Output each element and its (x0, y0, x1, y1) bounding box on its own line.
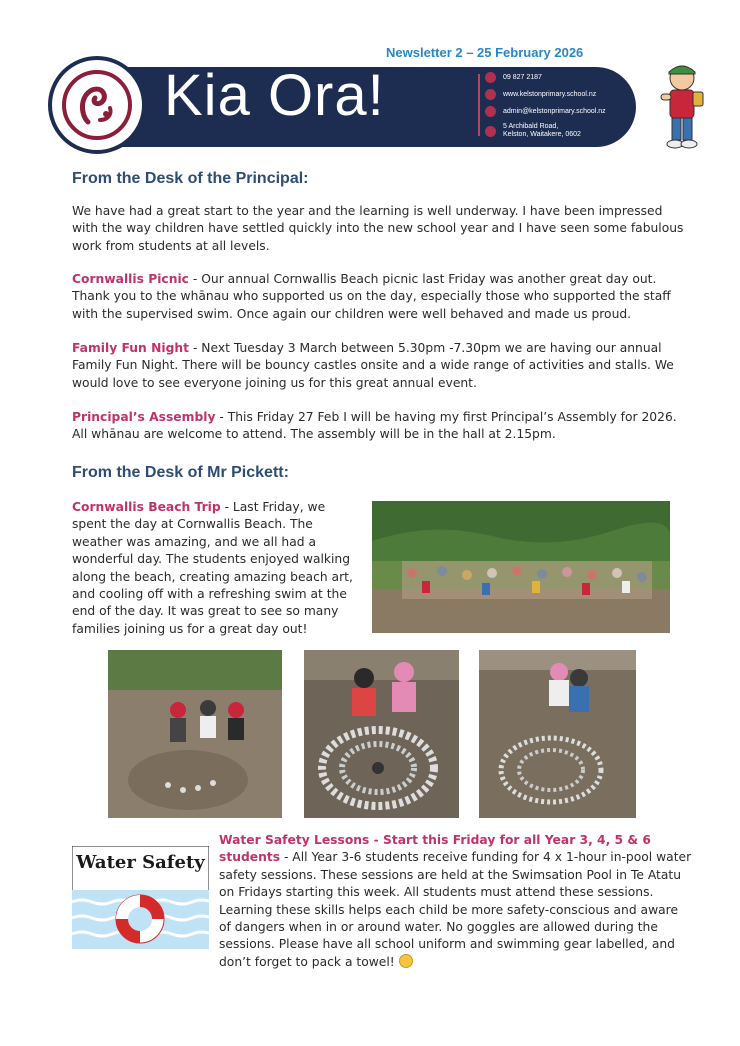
logo-inner-ring (62, 70, 132, 140)
picnic-text: - Our annual Cornwallis Beach picnic last Friday was another great day out. Thank you to the whānau who supported us on the day, especially those who supported the staff with the supervised swim. Once again our children were well behaved and made us proud. (72, 272, 671, 321)
newsletter-date: Newsletter 2 – 25 February 2026 (386, 45, 584, 60)
fun-night-paragraph (72, 340, 692, 392)
contact-address-text: 5 Archibald Road, Kelston, Waitakere, 0602 (503, 123, 581, 138)
contact-email (485, 104, 635, 119)
assembly-paragraph (72, 409, 692, 444)
beach-art-photo-3 (479, 650, 636, 818)
fun-night-title: Family Fun Night (72, 341, 190, 355)
beach-art-photo-1 (108, 650, 282, 818)
contact-phone-text: 09 827 2187 (503, 73, 542, 81)
assembly-title: Principal’s Assembly (72, 410, 216, 424)
beach-trip-title: Cornwallis Beach Trip (72, 500, 221, 514)
principal-heading: From the Desk of the Principal: (72, 170, 309, 187)
group-photo (372, 501, 670, 633)
picnic-paragraph (72, 271, 692, 323)
contact-divider (478, 74, 480, 136)
phone-icon (485, 72, 496, 83)
beach-art-photo-2 (304, 650, 459, 818)
header-banner (48, 56, 644, 150)
koru-icon (66, 74, 128, 136)
globe-icon (485, 89, 496, 100)
contact-list (485, 70, 635, 143)
smiley-icon (399, 954, 413, 968)
water-safety-paragraph (219, 832, 693, 971)
contact-phone (485, 70, 635, 85)
beach-trip-text: - Last Friday, we spent the day at Cornwallis Beach. The weather was amazing, and we all had a wonderful day. The students enjoyed walking along the beach, creating amazing beach art, and cooling off with a refreshing swim at the end of the day. It was great to see so many families joining us for a great day out! (72, 500, 353, 636)
contact-website (485, 87, 635, 102)
pickett-heading: From the Desk of Mr Pickett: (72, 464, 289, 481)
water-safety-image (72, 846, 209, 949)
picnic-title: Cornwallis Picnic (72, 272, 189, 286)
email-icon (485, 106, 496, 117)
school-logo (48, 56, 146, 154)
contact-address (485, 121, 635, 141)
water-safety-title: Water Safety Lessons - Start this Friday for all Year 3, 4, 5 & 6 students (219, 833, 651, 865)
water-safety-text: - All Year 3-6 students receive funding for 4 x 1-hour in-pool water safety sessions. These sessions are held at the Swimsation Pool in Te Atatu on Fridays starting this week. All students must attend these sessions. Learning these skills helps each child be more safety-conscious and aware of dangers when in or around water. No goggles are allowed during the sessions. Please have all school uniform and swimming gear labelled, and don’t forget to pack a towel! (219, 850, 692, 969)
principal-intro: We have had a great start to the year and the learning is well underway. I have been impressed with the way children have settled quickly into the new school year and I have seen some fabulous work from students at all levels. (72, 204, 684, 253)
banner-title: Kia Ora! (164, 63, 385, 128)
water-safety-label: Water Safety (76, 852, 205, 873)
contact-website-text: www.kelstonprimary.school.nz (503, 90, 597, 98)
beach-trip-paragraph (72, 499, 362, 638)
location-icon (485, 126, 496, 137)
mascot-illustration (655, 62, 705, 150)
contact-email-text: admin@kelstonprimary.school.nz (503, 107, 606, 115)
assembly-text: - This Friday 27 Feb I will be having my first Principal’s Assembly for 2026. All whānau are welcome to attend. The assembly will be in the hall at 2.15pm. (72, 410, 677, 442)
fun-night-text: - Next Tuesday 3 March between 5.30pm -7.30pm we are having our annual Family Fun Night. There will be bouncy castles onsite and a wide range of activities and stalls. We would love to see everyone joining us for this great annual event. (72, 341, 674, 390)
